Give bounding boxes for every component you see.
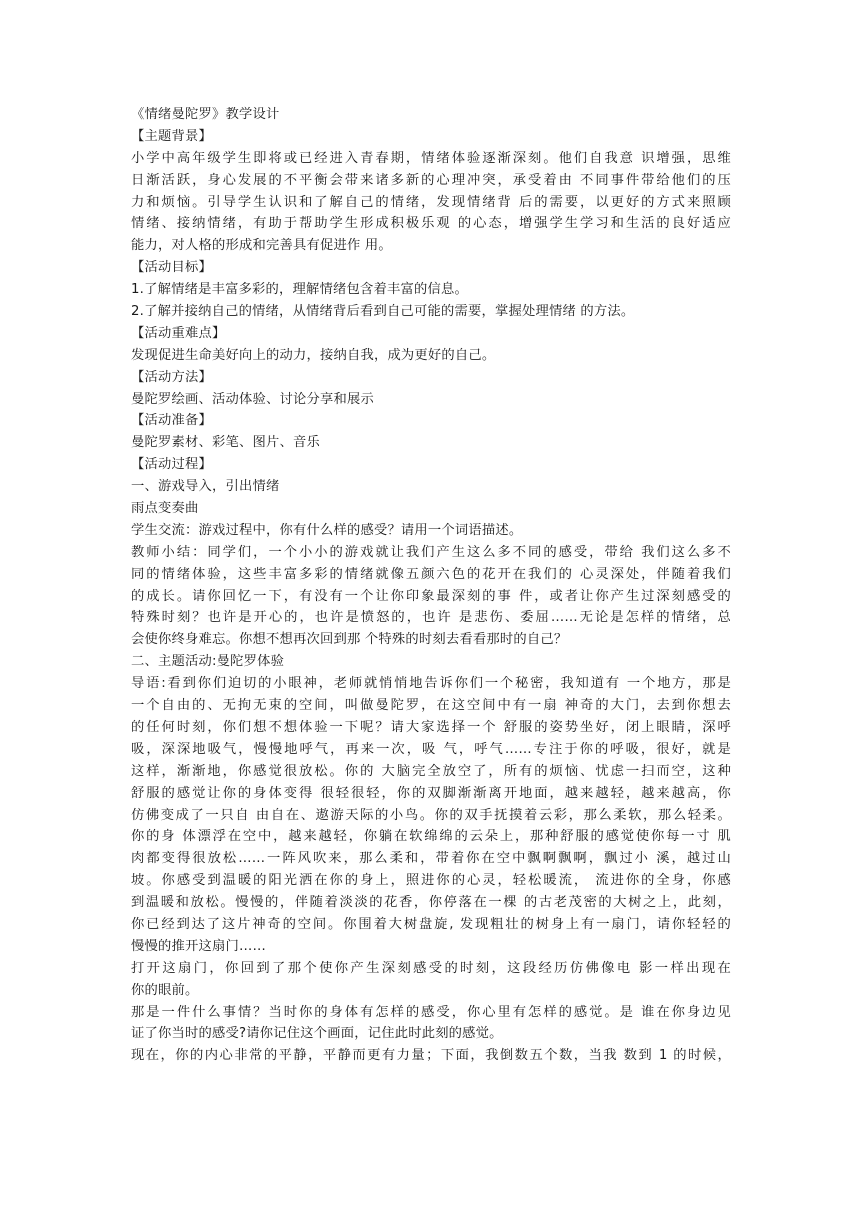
section-1-title: 一、游戏导入，引出情绪 [131, 479, 280, 495]
paragraph-line: 的任何时刻，你们想不想体验一下呢？请大家选择一个 舒服的姿势坐好，闭上眼睛，深呼 [131, 719, 731, 735]
goal-item: 1.了解情绪是丰富多彩的，理解情绪包含着丰富的信息。 [131, 282, 469, 298]
paragraph-line: 小学中高年级学生即将或已经进入青春期，情绪体验逐渐深刻。他们自我意 识增强，思维 [131, 150, 731, 166]
paragraph-line: 证了你当时的感受?请你记住这个画面，记住此时此刻的感觉。 [131, 1026, 503, 1042]
paragraph-line: 日渐活跃，身心发展的不平衡会带来诸多新的心理冲突，承受着由 不同事件带给他们的压 [131, 172, 731, 188]
paragraph-line: 仿佛变成了一只自 由自在、遨游天际的小鸟。你的双手抚摸着云彩，那么柔软，那么轻柔。 [131, 807, 731, 823]
paragraph-line: 特殊时刻？也许是开心的，也许是愤怒的，也许 是悲伤、委屈……无论是怎样的情绪，总 [131, 610, 731, 626]
heading-process: 【活动过程】 [131, 457, 212, 473]
paragraph-line: 一个自由的、无拘无束的空间，叫做曼陀罗，在这空间中有一扇 神奇的大门，去到你想去 [131, 698, 731, 714]
section-2-title: 二、主题活动:曼陀罗体验 [131, 654, 285, 670]
paragraph-line: 吸，深深地吸气，慢慢地呼气，再来一次，吸 气，呼气……专注于你的呼吸，很好，就是 [131, 741, 731, 757]
student-exchange: 学生交流：游戏过程中，你有什么样的感受？请用一个词语描述。 [131, 522, 523, 538]
key-points-text: 发现促进生命美好向上的动力，接纳自我，成为更好的自己。 [131, 347, 496, 363]
doc-title: 《情绪曼陀罗》教学设计 [131, 107, 280, 122]
paragraph-line: 这样，渐渐地，你感觉很放松。你的 大脑完全放空了，所有的烦恼、忧虑一扫而空，这种 [131, 763, 731, 779]
paragraph-line: 能力，对人格的形成和完善具有促进作 用。 [131, 238, 392, 254]
paragraph-line: 同的情绪体验，这些丰富多彩的情绪就像五颜六色的花开在我们的 心灵深处，伴随着我们 [131, 566, 731, 582]
paragraph-line: 坡。你感受到温暖的阳光洒在你的身上，照进你的心灵，轻松暖流， 流进你的全身，你感 [131, 873, 731, 889]
paragraph-line: 那是一件什么事情？当时你的身体有怎样的感受，你心里有怎样的感觉。是 谁在你身边见 [131, 1004, 731, 1020]
paragraph-line: 的成长。请你回忆一下，有没有一个让你印象最深刻的事 件，或者让你产生过深刻感受的 [131, 588, 731, 604]
preparation-text: 曼陀罗素材、彩笔、图片、音乐 [131, 435, 320, 451]
paragraph-line: 你的眼前。 [131, 982, 199, 998]
heading-method: 【活动方法】 [131, 369, 212, 385]
heading-goals: 【活动目标】 [131, 260, 212, 276]
paragraph-line: 舒服的感觉让你的身体变得 很轻很轻，你的双脚渐渐离开地面，越来越轻，越来越高，你 [131, 785, 731, 801]
paragraph-line: 教师小结：同学们，一个小小的游戏就让我们产生这么多不同的感受，带给 我们这么多不 [131, 544, 731, 560]
paragraph-line: 到温暖和放松。慢慢的，伴随着淡淡的花香，你停落在一棵 的古老茂密的大树之上，此刻， [131, 895, 731, 911]
goal-item: 2.了解并接纳自己的情绪，从情绪背后看到自己可能的需要，掌握处理情绪 的方法。 [131, 304, 635, 320]
heading-key-points: 【活动重难点】 [131, 325, 226, 341]
paragraph-line: 导语:看到你们迫切的小眼神，老师就悄悄地告诉你们一个秘密，我知道有 一个地方，那是 [131, 676, 731, 692]
paragraph-line: 你的身 体漂浮在空中，越来越轻，你躺在软绵绵的云朵上，那种舒服的感觉使你每一寸 肌 [131, 829, 731, 845]
paragraph-line: 你已经到达了这片神奇的空间。你围着大树盘旋, 发现粗壮的树身上有一扇门，请你轻轻的 [131, 916, 731, 932]
document-body [131, 104, 731, 1067]
paragraph-line: 现在，你的内心非常的平静，平静而更有力量；下面，我倒数五个数，当我 数到 1 的时候， [131, 1048, 731, 1064]
heading-background: 【主题背景】 [131, 128, 212, 144]
game-name: 雨点变奏曲 [131, 501, 199, 517]
paragraph-line: 打开这扇门，你回到了那个使你产生深刻感受的时刻，这段经历仿佛像电 影一样出现在 [131, 960, 731, 976]
paragraph-line: 会使你终身难忘。你想不想再次回到那 个特殊的时刻去看看那时的自己？ [131, 632, 568, 648]
paragraph-line: 力和烦恼。引导学生认识和了解自己的情绪，发现情绪背 后的需要，以更好的方式来照顾 [131, 194, 731, 210]
paragraph-line: 情绪、接纳情绪，有助于帮助学生形成积极乐观 的心态，增强学生学习和生活的良好适应 [131, 216, 731, 232]
paragraph-line: 慢慢的推开这扇门…… [131, 938, 266, 954]
method-text: 曼陀罗绘画、活动体验、讨论分享和展示 [131, 391, 374, 407]
paragraph-line: 肉都变得很放松……一阵风吹来，那么柔和，带着你在空中飘啊飘啊，飘过小 溪，越过山 [131, 851, 731, 867]
heading-preparation: 【活动准备】 [131, 413, 212, 429]
